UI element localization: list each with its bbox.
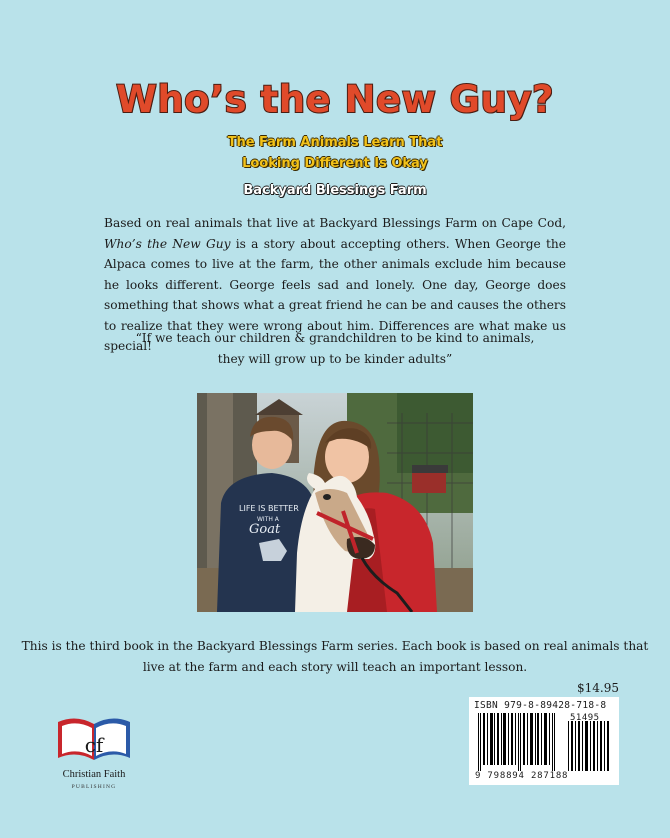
price: $14.95	[577, 681, 619, 695]
description-text-1: Based on real animals that live at Backyard Blessings Farm on Cape Cod,	[104, 216, 566, 230]
publisher-sub: PUBLISHING	[71, 784, 117, 790]
open-book-icon	[52, 710, 136, 768]
quote-line-2: they will grow up to be kinder adults”	[217, 351, 453, 366]
description-italic-title: Who’s the New Guy	[104, 236, 231, 251]
publisher-logo	[52, 710, 136, 810]
hoodie-text-2: WITH A	[257, 516, 279, 523]
barcode-digits: 9 798894 287188	[475, 771, 569, 781]
photo-illustration	[197, 393, 473, 612]
quote-line-1: “If we teach our children & grandchildren to be kind to animals,	[135, 331, 535, 345]
isbn-barcode	[469, 697, 619, 785]
isbn-label: ISBN 979-8-89428-718-8	[474, 700, 607, 711]
quote	[0, 328, 670, 369]
series-line-2: live at the farm and each story will teach an important lesson.	[142, 660, 528, 674]
barcode-addon-digits: 51495	[570, 713, 600, 723]
logo-initials: cf	[84, 733, 104, 757]
hoodie-text-1: LIFE IS BETTER	[239, 504, 299, 513]
author-kids-photo	[197, 393, 473, 612]
series-note	[0, 636, 670, 678]
series-name: Backyard Blessings Farm	[243, 183, 427, 198]
description-text-2: is a story about accepting others. When George the Alpaca comes to live at the farm, the other animals exclude him because he looks different. George feels sad and lonely. One day, George does something that shows what a great friend he can be and causes the others to realize that they were wrong about him. Differences are what make us special!	[104, 236, 566, 353]
book-subtitle	[0, 132, 670, 174]
publisher-name: Christian Faith	[62, 769, 126, 780]
book-title: Who’s the New Guy?	[116, 78, 554, 121]
series-line-1: This is the third book in the Backyard Blessings Farm series. Each book is based on real animals that	[21, 639, 649, 653]
hoodie-text-3: Goat	[249, 522, 281, 537]
subtitle-line-2: Looking Different Is Okay	[242, 156, 428, 171]
subtitle-line-1: The Farm Animals Learn That	[227, 135, 443, 150]
